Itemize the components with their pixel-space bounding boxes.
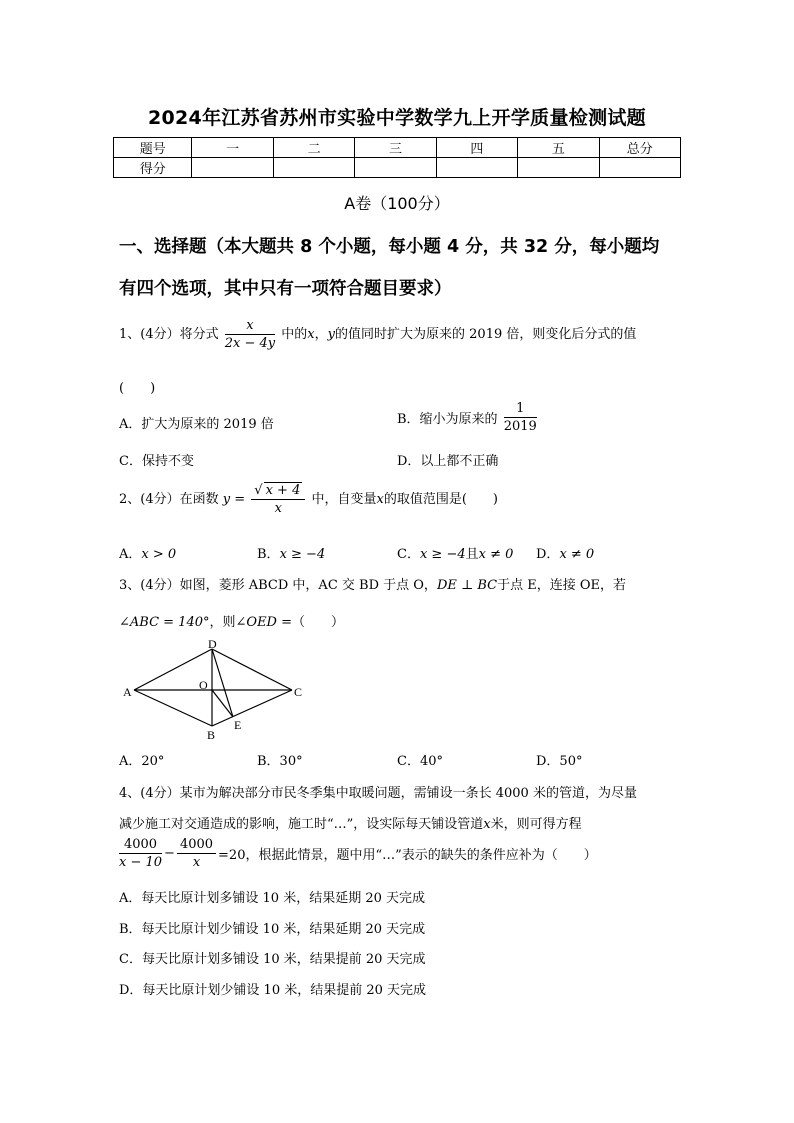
rhombus-figure	[115, 638, 315, 748]
score-cell[interactable]	[273, 158, 354, 178]
edge-AB	[134, 690, 212, 726]
q1-frac-den: 2x − 4y	[224, 336, 276, 351]
q2-mid: 中，自变量	[311, 492, 377, 507]
question-4-line2	[119, 813, 582, 832]
q2-optB-math: x ≥ −4	[279, 547, 326, 562]
q4-eq-suffix: =20，根据此情景，题中用“…”表示的缺失的条件应补为（ ）	[218, 848, 597, 863]
q3-line1-math: DE ⊥ BC	[436, 578, 498, 593]
edge-BC	[212, 690, 292, 726]
q2-optC-math-b: x ≠ 0	[478, 547, 514, 562]
q4-option-d[interactable]: D．每天比原计划少铺设 10 米，结果提前 20 天完成	[119, 983, 427, 998]
q3-line1-suffix: 于点 E，连接 OE，若	[497, 578, 626, 593]
segment-OE	[212, 690, 233, 717]
q3-line1-prefix: 3、(4分）如图，菱形 ABCD 中，AC 交 BD 于点 O，	[119, 578, 437, 593]
q4-f1-num: 4000	[119, 837, 162, 854]
score-table-header-row	[114, 138, 681, 158]
q4-fraction-1	[119, 837, 162, 870]
q2-optC-mid: 且	[465, 547, 479, 562]
q2-y-eq: y =	[222, 492, 246, 507]
score-header-cell: 总分	[599, 138, 680, 158]
label-E: E	[234, 718, 242, 732]
score-header-cell: 二	[273, 138, 354, 158]
score-row-label: 得分	[114, 158, 192, 178]
q2-option-c[interactable]	[397, 543, 513, 562]
q2-optB-label: B．	[257, 547, 280, 562]
question-2	[119, 483, 498, 516]
q2-optD-math: x ≠ 0	[559, 547, 595, 562]
q3-option-a[interactable]: A．20°	[119, 754, 165, 769]
question-4-equation	[117, 837, 597, 870]
q3-option-d[interactable]: D．50°	[536, 754, 583, 769]
q1-option-d[interactable]: D．以上都不正确	[397, 454, 499, 469]
part-heading-line1: 一、选择题（本大题共 8 个小题，每小题 4 分，共 32 分，每小题均	[119, 237, 660, 257]
q2-optC-math-a: x ≥ −4	[419, 547, 466, 562]
score-cell[interactable]	[436, 158, 517, 178]
q1-text-b: 的值同时扩大为原来的 2019 倍，则变化后分式的值	[335, 327, 637, 342]
page-title: 2024年江苏省苏州市实验中学数学九上开学质量检测试题	[148, 107, 646, 129]
q1-frac-num: x	[225, 318, 275, 335]
q4-minus: −	[164, 846, 175, 861]
q1-optb-prefix: B．缩小为原来的	[397, 412, 498, 427]
q2-frac-den: x	[274, 501, 282, 516]
label-B: B	[207, 728, 216, 742]
q2-optC-label: C．	[397, 547, 420, 562]
q4-fraction-2	[177, 837, 216, 870]
q1-option-c[interactable]: C．保持不变	[119, 454, 194, 469]
score-cell[interactable]	[355, 158, 436, 178]
q3-option-c[interactable]: C．40°	[397, 754, 443, 769]
score-header-cell: 四	[436, 138, 517, 158]
section-heading: A卷（100分）	[344, 194, 450, 213]
q2-optA-label: A．	[119, 547, 142, 562]
q2-option-b[interactable]	[257, 543, 325, 562]
q1-optb-den: 2019	[503, 419, 537, 434]
q4-option-b[interactable]: B．每天比原计划少铺设 10 米，结果延期 20 天完成	[119, 922, 426, 937]
part-heading-line2: 有四个选项，其中只有一项符合题目要求）	[119, 279, 452, 299]
q2-var: x	[376, 492, 384, 507]
q4-option-c[interactable]: C．每天比原计划多铺设 10 米，结果提前 20 天完成	[119, 952, 426, 967]
segment-DE	[212, 649, 233, 717]
q4-f2-num: 4000	[177, 837, 216, 854]
q2-frac-num: √ x + 4	[251, 483, 305, 500]
q1-optb-fraction	[504, 401, 537, 434]
q1-var-x: x	[307, 327, 315, 342]
q3-line2-math2: ∠OED =	[235, 615, 293, 630]
label-C: C	[294, 685, 303, 699]
q1-sep: ，	[314, 327, 328, 342]
q4-line2-var: x	[483, 817, 491, 832]
q1-fraction	[225, 318, 275, 351]
score-table-score-row	[114, 158, 681, 178]
score-cell[interactable]	[599, 158, 680, 178]
score-header-cell: 三	[355, 138, 436, 158]
q4-f2-den: x	[192, 855, 201, 870]
q4-f1-den: x − 10	[119, 855, 163, 870]
q2-radicand: x + 4	[265, 483, 301, 498]
score-header-cell: 五	[518, 138, 599, 158]
q2-prefix: 2、(4分）在函数	[119, 492, 219, 507]
q4-line2-prefix: 减少施工对交通造成的影响，施工时“…”，设实际每天铺设管道	[119, 817, 484, 832]
q3-line2-mid: ，则	[209, 615, 236, 630]
q1-text-a: 中的	[281, 327, 308, 342]
q1-answer-paren: ( )	[119, 381, 156, 396]
edge-DC	[212, 649, 292, 690]
q1-option-b[interactable]	[397, 401, 539, 434]
label-A: A	[123, 685, 132, 699]
q2-optA-math: x > 0	[141, 547, 177, 562]
q3-option-b[interactable]: B．30°	[257, 754, 303, 769]
label-O: O	[199, 678, 208, 692]
score-cell[interactable]	[192, 158, 273, 178]
q4-line2-suffix: 米，则可得方程	[490, 817, 582, 832]
q3-line2-math1: ∠ABC = 140°	[119, 615, 210, 630]
q1-option-a[interactable]: A．扩大为原来的 2019 倍	[119, 417, 274, 432]
q3-line2-suffix: （ ）	[292, 615, 345, 630]
question-1	[119, 318, 636, 351]
score-table	[113, 137, 681, 178]
q2-suffix: 的取值范围是( )	[383, 492, 498, 507]
question-3-line2	[119, 611, 344, 630]
q2-option-a[interactable]	[119, 543, 176, 562]
score-cell[interactable]	[518, 158, 599, 178]
q2-optD-label: D．	[536, 547, 560, 562]
q2-option-d[interactable]	[536, 543, 594, 562]
score-header-cell: 一	[192, 138, 273, 158]
q2-fraction	[251, 483, 305, 516]
q4-option-a[interactable]: A．每天比原计划多铺设 10 米，结果延期 20 天完成	[119, 891, 426, 906]
question-4-line1: 4、(4分）某市为解决部分市民冬季集中取暖问题，需铺设一条长 4000 米的管道，为尽量	[119, 786, 637, 801]
q1-prefix: 1、(4分）将分式	[119, 327, 219, 342]
score-header-cell: 题号	[114, 138, 192, 158]
question-3-line1	[119, 574, 626, 593]
q1-var-y: y	[327, 327, 336, 342]
q1-optb-num: 1	[504, 401, 537, 418]
label-D: D	[208, 638, 217, 651]
